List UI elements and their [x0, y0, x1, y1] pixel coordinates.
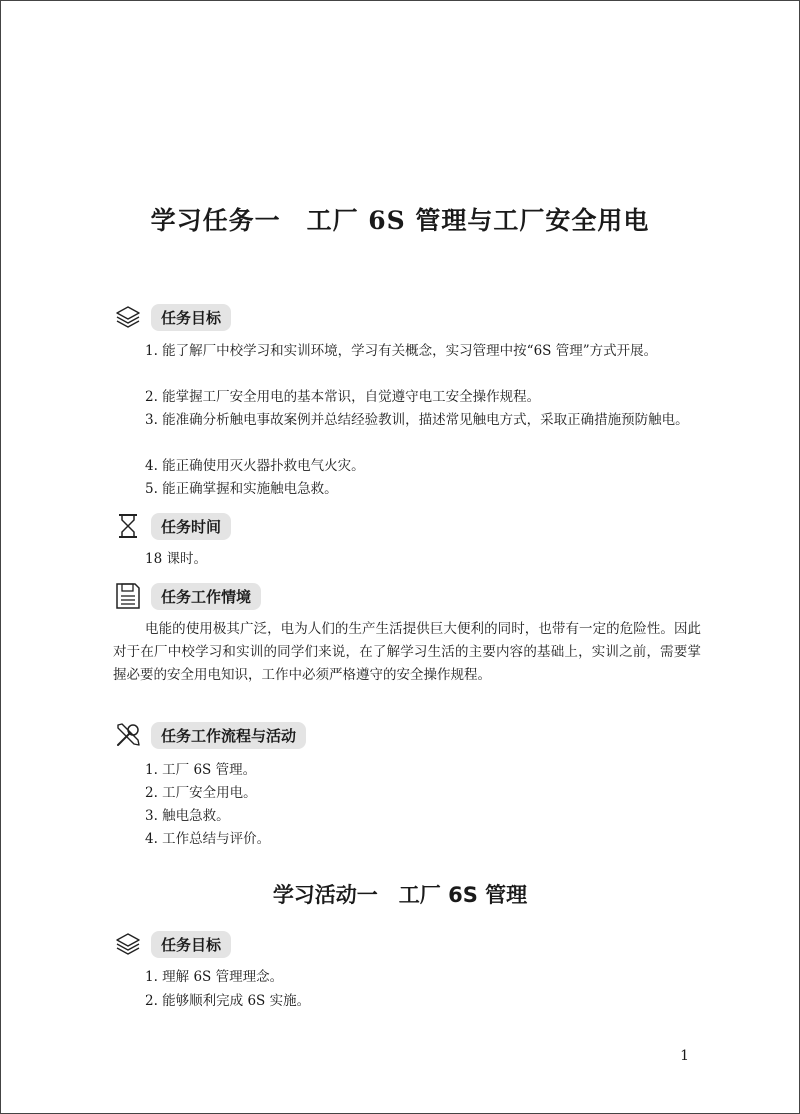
activity-goals-label: 任务目标 — [151, 931, 231, 958]
goal-item-5: 5. 能正确掌握和实施触电急救。 — [145, 481, 338, 497]
workflow-item-1: 1. 工厂 6S 管理。 — [145, 762, 257, 778]
layers-icon — [113, 929, 143, 959]
section-workflow-label: 任务工作流程与活动 — [151, 722, 306, 749]
section-time-label: 任务时间 — [151, 513, 231, 540]
goal-item-3: 3. 能准确分析触电事故案例并总结经验教训，描述常见触电方式，采取正确措施预防触电。 — [145, 412, 689, 428]
section-goals-label: 任务目标 — [151, 304, 231, 331]
layers-icon — [113, 302, 143, 332]
section-time-header — [113, 511, 231, 541]
workflow-item-2: 2. 工厂安全用电。 — [145, 785, 257, 801]
goal-item-1: 1. 能了解厂中校学习和实训环境，学习有关概念，实习管理中按“6S 管理”方式开展。 — [145, 343, 658, 359]
activity-goal-item-1: 1. 理解 6S 管理理念。 — [145, 969, 284, 985]
workflow-item-3: 3. 触电急救。 — [145, 808, 230, 824]
section-goals-header — [113, 302, 231, 332]
goal-item-2: 2. 能掌握工厂安全用电的基本常识，自觉遵守电工安全操作规程。 — [145, 389, 541, 405]
hourglass-icon — [113, 511, 143, 541]
goal-item-4: 4. 能正确使用灭火器扑救电气火灾。 — [145, 458, 365, 474]
activity-goal-item-2: 2. 能够顺利完成 6S 实施。 — [145, 993, 311, 1009]
section-context-label: 任务工作情境 — [151, 583, 261, 610]
page-number: 1 — [680, 1048, 689, 1064]
tools-icon — [113, 720, 143, 750]
workflow-item-4: 4. 工作总结与评价。 — [145, 831, 271, 847]
activity-goals-header — [113, 929, 231, 959]
section-workflow-header — [113, 720, 306, 750]
context-text: 电能的使用极其广泛，电为人们的生产生活提供巨大便利的同时，也带有一定的危险性。因此对于在厂中校学习和实训的同学们来说，在了解学习生活的主要内容的基础上，实训之前，需要掌握必要的安全用电知识，工作中必须严格遵守的安全操作规程。 — [113, 621, 701, 683]
activity-title: 学习活动一 工厂 6S 管理 — [272, 883, 528, 907]
time-text: 18 课时。 — [145, 551, 207, 567]
page-title: 学习任务一 工厂 6S 管理与工厂安全用电 — [150, 206, 650, 235]
section-context-header — [113, 581, 261, 611]
floppy-disk-icon — [113, 581, 143, 611]
